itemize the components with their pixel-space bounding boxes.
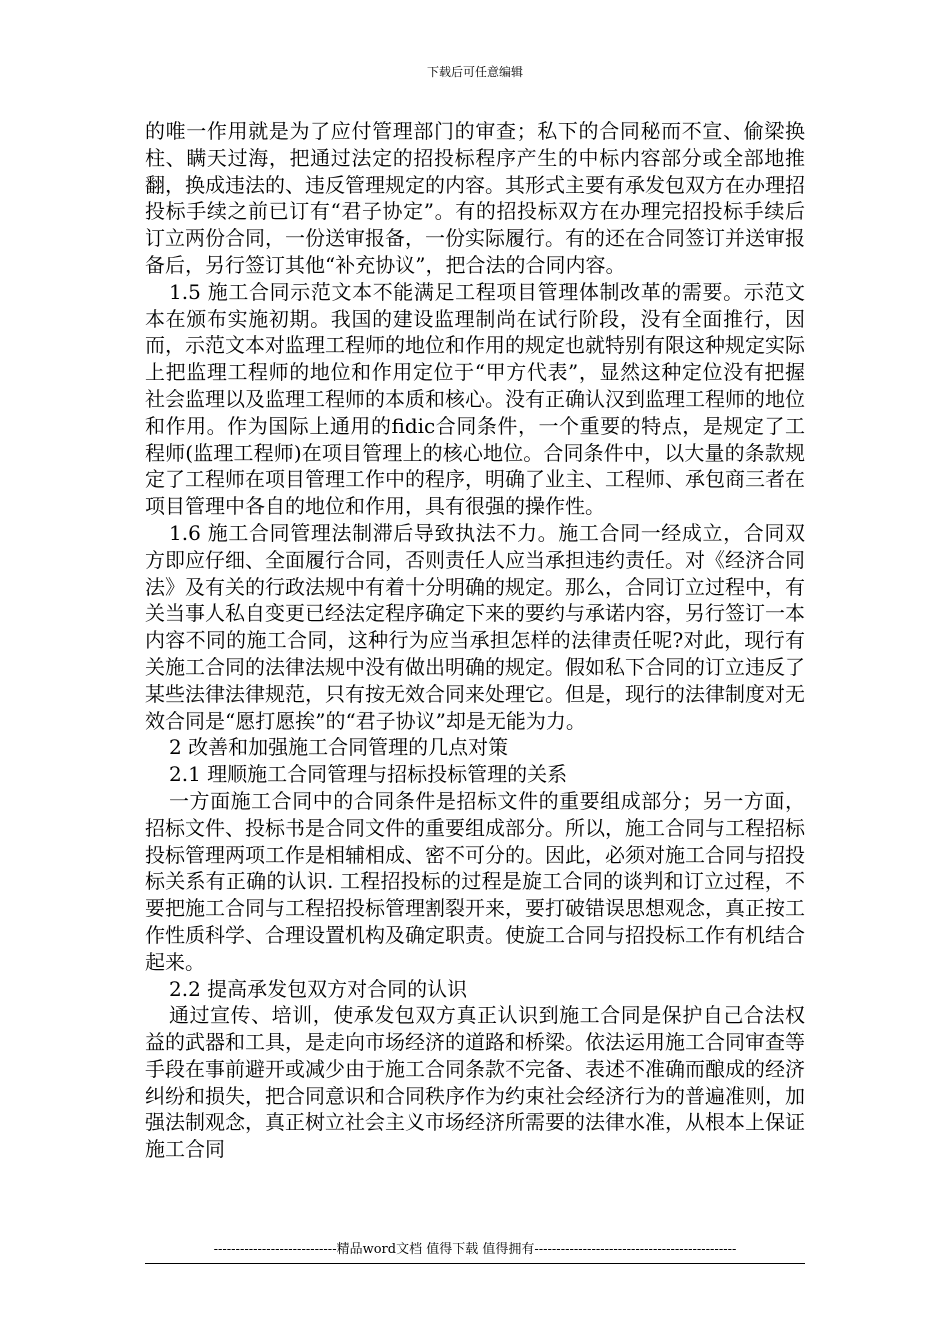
paragraph-1-6: 1.6 施工合同管理法制滞后导致执法不力。施工合同一经成立，合同双方即应仔细、全面履行合同，否则责任人应当承担违约责任。对《经济合同法》及有关的行政法规中有着十分明确的规定。那么，合同订立过程中，有关当事人私自变更已经法定程序确定下来的要约与承诺内容，另行签订一本内容不同的施工合同，这种行为应当承担怎样的法律责任呢?对此，现行有关施工合同的法律法规中没有做出明确的规定。假如私下合同的订立违反了某些法律法律规范，只有按无效合同来处理它。但是，现行的法律制度对无效合同是“愿打愿挨”的“君子协议”却是无能为力。 bbox=[145, 520, 805, 733]
section-heading-2: 2 改善和加强施工合同管理的几点对策 bbox=[169, 735, 509, 760]
footer-rule bbox=[145, 1263, 805, 1264]
page-footer: ----------------------------精品word文档 值得下载 值得拥有---------------------------------------------- bbox=[213, 1242, 737, 1257]
subsection-heading-2-1: 2.1 理顺施工合同管理与招标投标管理的关系 bbox=[169, 762, 568, 787]
subsection-heading-2-2: 2.2 提高承发包双方对合同的认识 bbox=[169, 976, 468, 1001]
page-header: 下载后可任意编辑 bbox=[426, 65, 523, 79]
document-body bbox=[145, 118, 805, 1163]
paragraph-1: 的唯一作用就是为了应付管理部门的审查；私下的合同秘而不宣、偷梁换柱、瞒天过海，把通过法定的招投标程序产生的中标内容部分或全部地推翻，换成违法的、违反管理规定的内容。其形式主要有承发包双方在办理招投标手续之前已订有“君子协定”。有的招投标双方在办理完招投标手续后订立两份合同，一份送审报备，一份实际履行。有的还在合同签订并送审报备后，另行签订其他“补充协议”，把合法的合同内容。 bbox=[145, 119, 805, 277]
paragraph-1-5: 1.5 施工合同示范文本不能满足工程项目管理体制改革的需要。示范文本在颁布实施初期。我国的建设监理制尚在试行阶段，没有全面推行，因而，示范文本对监理工程师的地位和作用的规定也就特别有限这种规定实际上把监理工程师的地位和作用定位于“甲方代表”，显然这种定位没有把握社会监理以及监理工程师的本质和核心。没有正确认汉到监理工程师的地位和作用。作为国际上通用的fidic合同条件，一个重要的特点，是规定了工程师(监理工程师)在项目管理上的核心地位。合同条件中，以大量的条款规定了工程师在项目管理工作中的程序，明确了业主、工程师、承包商三者在项目管理中各自的地位和作用，具有很强的操作性。 bbox=[145, 279, 805, 519]
paragraph-2-2: 通过宣传、培训，使承发包双方真正认识到施工合同是保护自己合法权益的武器和工具，是走向市场经济的道路和桥梁。依法运用施工合同审查等手段在事前避开或减少由于施工合同条款不完备、表述不准确而酿成的经济纠纷和损失，把合同意识和合同秩序作为约束社会经济行为的普遍准则，加强法制观念，真正树立社会主义市场经济所需要的法律水准，从根本上保证施工合同 bbox=[145, 1003, 805, 1162]
paragraph-2-1: 一方面施工合同中的合同条件是招标文件的重要组成部分；另一方面，招标文件、投标书是合同文件的重要组成部分。所以，施工合同与工程招标投标管理两项工作是相辅相成、密不可分的。因此，必须对施工合同与招投标关系有正确的认识. 工程招投标的过程是旋工合同的谈判和订立过程，不要把施工合同与工程招投标管理割裂开来，要打破错误思想观念，真正按工作性质科学、合理设置机构及确定职责。使旋工合同与招投标工作有机结合起来。 bbox=[145, 788, 805, 974]
